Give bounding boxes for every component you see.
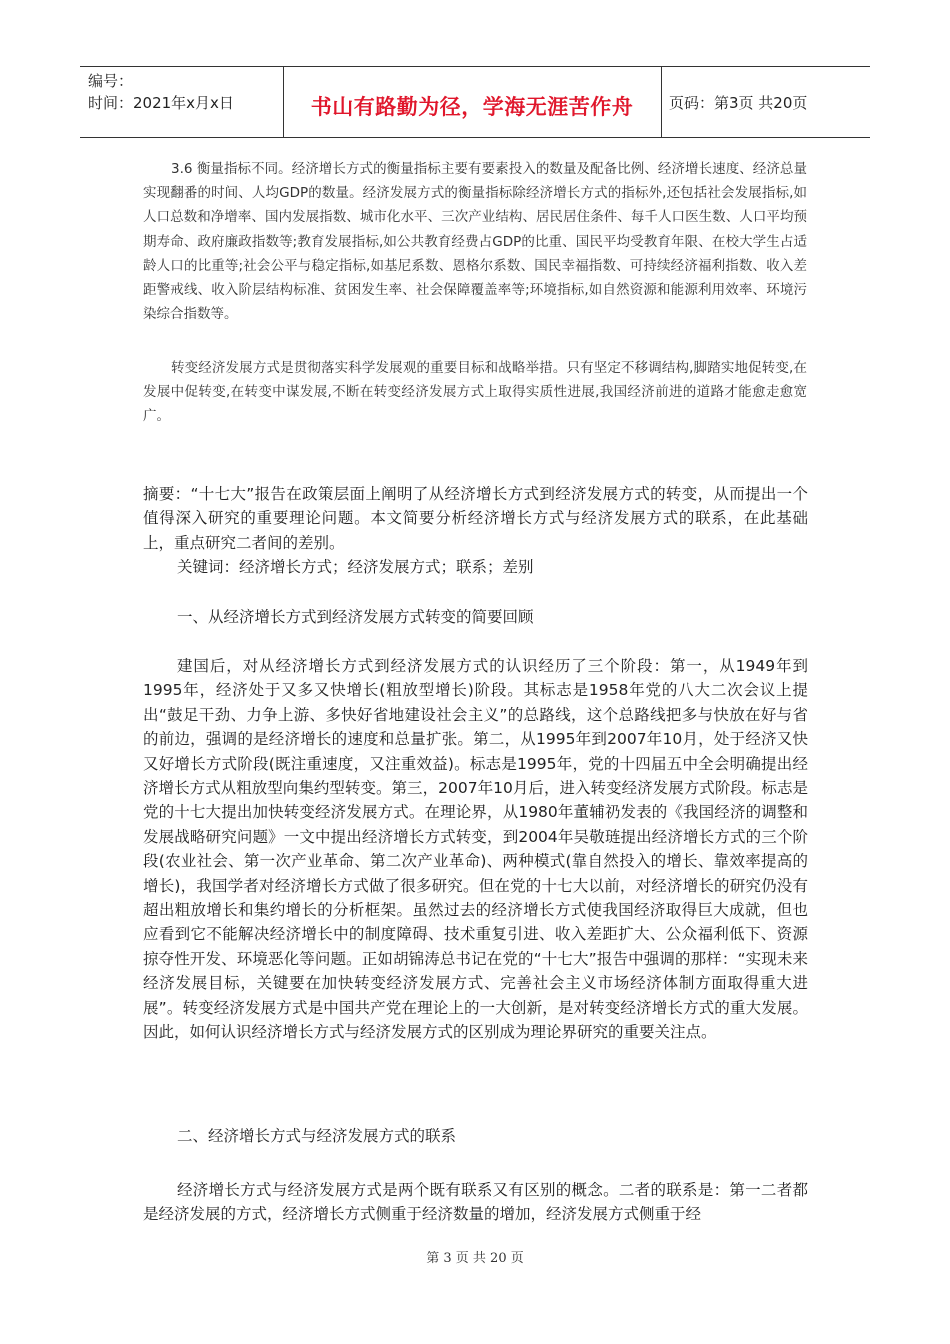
section1-title: 一、从经济增长方式到经济发展方式转变的简要回顾	[177, 608, 534, 626]
conclusion-paragraph-block	[143, 356, 807, 429]
header-meta-cell	[80, 67, 284, 137]
section1-title-block	[143, 605, 808, 629]
metrics-paragraph-block	[143, 157, 807, 326]
conclusion-paragraph: 转变经济发展方式是贯彻落实科学发展观的重要目标和战略举措。只有坚定不移调结构,脚踏实地促转变,在发展中促转变,在转变中谋发展,不断在转变经济发展方式上取得实质性进展,我国经济前进的道路才能愈走愈宽广。	[143, 360, 807, 425]
page-footer: 第 3 页 共 20 页	[426, 1251, 524, 1266]
abstract-block	[143, 482, 808, 580]
page-header	[80, 66, 870, 138]
section2-title: 二、经济增长方式与经济发展方式的联系	[177, 1127, 457, 1145]
abstract-paragraph: 摘要：“十七大”报告在政策层面上阐明了从经济增长方式到经济发展方式的转变，从而提出一个值得深入研究的重要理论问题。本文简要分析经济增长方式与经济发展方式的联系，在此基础上，重点研究二者间的差别。	[143, 485, 808, 552]
header-motto-cell	[283, 67, 662, 137]
doc-date-label: 时间：2021年x月x日	[88, 94, 234, 112]
metrics-paragraph: 3.6 衡量指标不同。经济增长方式的衡量指标主要有要素投入的数量及配备比例、经济增长速度、经济总量实现翻番的时间、人均GDP的数量。经济发展方式的衡量指标除经济增长方式的指标外,还包括社会发展指标,如人口总数和净增率、国内发展指数、城市化水平、三次产业结构、居民居住条件、每千人口医生数、人口平均预期寿命、政府廉政指数等;教育发展指标,如公共教育经费占GDP的比重、国民平均受教育年限、在校大学生占适龄人口的比重等;社会公平与稳定指标,如基尼系数、恩格尔系数、国民幸福指数、可持续经济福利指数、收入差距警戒线、收入阶层结构标准、贫困发生率、社会保障覆盖率等;环境指标,如自然资源和能源利用效率、环境污染综合指数等。	[143, 161, 807, 323]
section2-body: 经济增长方式与经济发展方式是两个既有联系又有区别的概念。二者的联系是：第一二者都是经济发展的方式，经济增长方式侧重于经济数量的增加，经济发展方式侧重于经	[143, 1181, 808, 1224]
header-motto: 书山有路勤为径，学海无涯苦作舟	[310, 95, 634, 119]
section2-body-block	[143, 1178, 808, 1227]
section2-title-block	[143, 1124, 808, 1148]
section1-body-block	[143, 654, 808, 1045]
keywords-line: 关键词：经济增长方式；经济发展方式；联系；差别	[177, 558, 534, 577]
section1-body: 建国后，对从经济增长方式到经济发展方式的认识经历了三个阶段：第一，从1949年到1995年，经济处于又多又快增长(粗放型增长)阶段。其标志是1958年党的八大二次会议上提出“鼓足干劲、力争上游、多快好省地建设社会主义”的总路线，这个总路线把多与快放在好与省的前边，强调的是经济增长的速度和总量扩张。第二，从1995年到2007年10月，处于经济又快又好增长方式阶段(既注重速度，又注重效益)。标志是1995年，党的十四届五中全会明确提出经济增长方式从粗放型向集约型转变。第三，2007年10月后，进入转变经济发展方式阶段。标志是党的十七大提出加快转变经济发展方式。在理论界，从1980年董辅礽发表的《我国经济的调整和发展战略研究问题》一文中提出经济增长方式转变，到2004年吴敬琏提出经济增长方式的三个阶段(农业社会、第一次产业革命、第二次产业革命)、两种模式(靠自然投入的增长、靠效率提高的增长)，我国学者对经济增长方式做了很多研究。但在党的十七大以前，对经济增长的研究仍没有超出粗放增长和集约增长的分析框架。虽然过去的经济增长方式使我国经济取得巨大成就，但也应看到它不能解决经济增长中的制度障碍、技术重复引进、收入差距扩大、公众福利低下、资源掠夺性开发、环境恶化等问题。正如胡锦涛总书记在党的“十七大”报告中强调的那样：“实现未来经济发展目标，关键要在加快转变经济发展方式、完善社会主义市场经济体制方面取得重大进展”。转变经济发展方式是中国共产党在理论上的一大创新，是对转变经济增长方式的重大发展。因此，如何认识经济增长方式与经济发展方式的区别成为理论界研究的重要关注点。	[143, 657, 808, 1042]
header-page-number: 页码：第3页 共20页	[669, 94, 808, 112]
doc-id-label: 编号：	[88, 72, 134, 90]
header-page-cell	[661, 67, 870, 137]
